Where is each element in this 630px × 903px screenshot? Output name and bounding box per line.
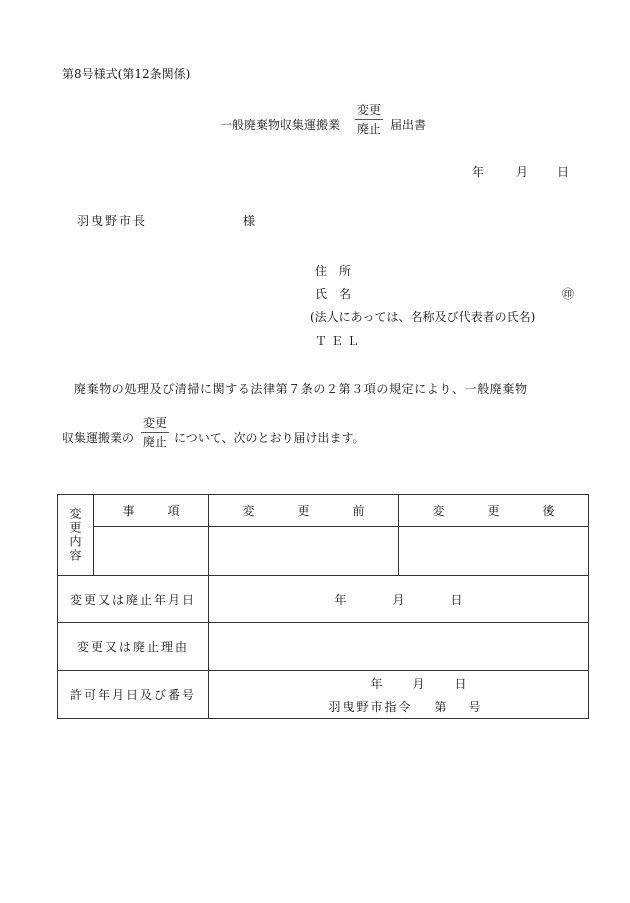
- title-suffix: 届出書: [390, 118, 427, 132]
- addressee-honorific: 様: [243, 214, 256, 228]
- col-header-before: 変 更 前: [209, 495, 399, 527]
- item-cell[interactable]: [94, 527, 209, 576]
- row-reason-label: 変更又は廃止理由: [58, 623, 209, 671]
- body-option-change: 変更: [142, 416, 167, 430]
- row-date-value[interactable]: 年 月 日: [209, 576, 589, 623]
- before-cell[interactable]: [209, 527, 399, 576]
- body-option-divider: [141, 432, 169, 433]
- date-day: 日: [557, 165, 570, 179]
- row-permit-value[interactable]: 年 月 日 羽曳野市指令 第 号: [209, 671, 589, 719]
- name-label: 氏 名: [315, 287, 352, 301]
- row-reason-value[interactable]: [209, 623, 589, 671]
- col-header-item: 事 項: [94, 495, 209, 527]
- form-number: 第8号様式(第12条関係): [62, 67, 191, 81]
- row-date-label: 変更又は廃止年月日: [58, 576, 209, 623]
- details-table: [57, 494, 589, 719]
- body-option-abolish: 廃止: [142, 435, 167, 449]
- body-line-2-prefix: 収集運搬業の: [62, 431, 135, 445]
- corporation-note: (法人にあっては、名称及び代表者の氏名): [310, 310, 536, 324]
- tel-label: ＴＥＬ: [315, 334, 364, 348]
- address-label: 住 所: [315, 264, 352, 278]
- title-option-change: 変更: [356, 103, 381, 117]
- col-header-after: 変 更 後: [399, 495, 589, 527]
- body-line-2-suffix: について、次のとおり届け出ます。: [174, 431, 365, 445]
- after-cell[interactable]: [399, 527, 589, 576]
- title-option-stack: [355, 103, 383, 136]
- title-option-divider: [355, 119, 383, 120]
- body-line-1: 廃棄物の処理及び清掃に関する法律第７条の２第３項の規定により、一般廃棄物: [74, 382, 528, 396]
- date-month: 月: [516, 165, 529, 179]
- title-option-abolish: 廃止: [356, 122, 381, 136]
- row-permit-label: 許可年月日及び番号: [58, 671, 209, 719]
- change-content-header: 変更内容: [58, 495, 94, 576]
- title-main: 一般廃棄物収集運搬業: [220, 118, 341, 132]
- body-option-stack: [141, 416, 169, 449]
- seal-mark: ㊞: [562, 287, 575, 301]
- addressee-name: 羽曳野市長: [77, 214, 148, 228]
- date-year: 年: [472, 165, 485, 179]
